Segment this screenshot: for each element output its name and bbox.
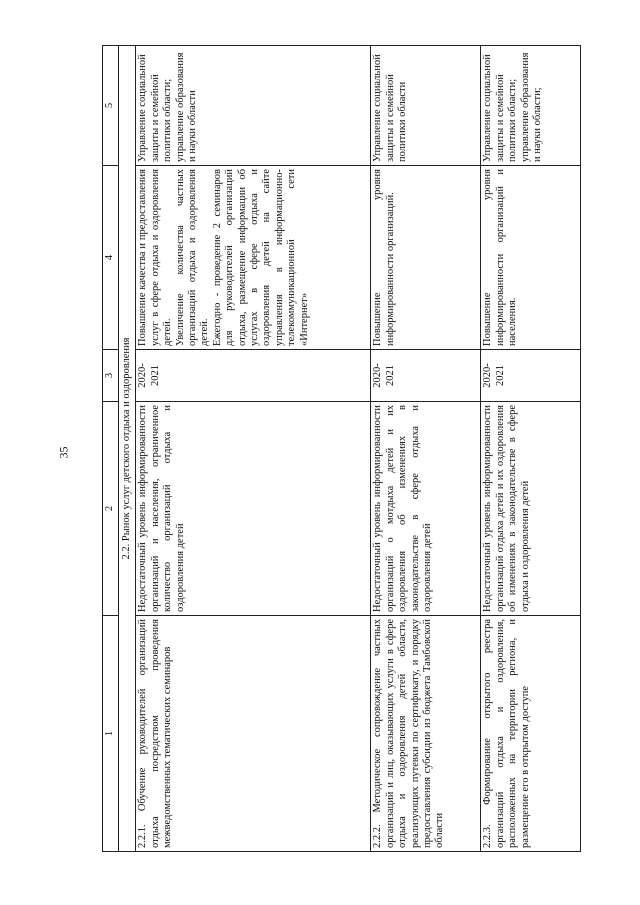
measure-cell: 2.2.1. Обучение руководителей организаций отдыха посредством проведения межведомственных тематических семинаров (136, 616, 371, 852)
header-col-5: 5 (103, 46, 119, 166)
result-cell (136, 166, 371, 350)
table-row (481, 46, 581, 852)
measure-cell: 2.2.3. Формирование открытого реестра организаций отдыха и оздоровления, расположенных на территории региона, и размещение его в открытом доступе (481, 616, 581, 852)
header-col-3: 3 (103, 350, 119, 402)
header-col-2: 2 (103, 402, 119, 616)
table-row (371, 46, 481, 852)
section-title: 2.2. Рынок услуг детского отдыха и оздоровления (119, 46, 136, 852)
result-line: Ежегодно - проведение 2 семинаров для руководителей организаций отдыха, размещение информации об услугах в сфере отдыха и оздоровления детей на сайте управления в информационно-телекоммуникационной сети «Интернет» (211, 169, 310, 346)
result-line: Увеличение количества частных организаций отдыха и оздоровления детей. (174, 169, 211, 346)
problem-cell: Недостаточный уровень информированности организаций отдыха детей и их оздоровления об изменениях в законодательстве в сфере отдыха и оздоровления детей (481, 402, 581, 616)
table-row (136, 46, 371, 852)
problem-cell: Недостаточный уровень информированности организаций о мотдыха детей и их оздоровления об изменениях в законодательстве в сфере отдыха и оздоровления детей (371, 402, 481, 616)
header-col-1: 1 (103, 616, 119, 852)
result-line: Повышение уровня информированности организаций. (372, 169, 396, 346)
measures-table (102, 45, 581, 852)
result-cell (371, 166, 481, 350)
header-row (103, 46, 119, 852)
result-line: Повышение качества и предоставления услуг в сфере отдыха и оздоровления детей. (137, 169, 174, 346)
header-col-4: 4 (103, 166, 119, 350)
section-row (119, 46, 136, 852)
result-line: Повышение уровня информированности организаций и населения. (482, 169, 519, 346)
result-cell (481, 166, 581, 350)
responsible-cell: Управление социальной защиты и семейной политики области; управление образования и науки области; (481, 46, 581, 166)
rotated-table-frame (102, 46, 580, 852)
page-number: 35 (56, 446, 71, 459)
period-cell: 2020-2021 (136, 350, 371, 402)
responsible-cell: Управление социальной защиты и семейной политики области (371, 46, 481, 166)
problem-cell: Недостаточный уровень информированности организаций и населения, ограниченное количество организаций отдыха и оздоровления детей (136, 402, 371, 616)
period-cell: 2020-2021 (481, 350, 581, 402)
period-cell: 2020-2021 (371, 350, 481, 402)
measure-cell: 2.2.2. Методическое сопровождение частных организаций и лиц, оказывающих услуги в сфере отдыха и оздоровления детей области, реализующих путевки по сертификату, и порядку предоставления субсидии из бюджета Тамбовской области (371, 616, 481, 852)
responsible-cell: Управление социальной защиты и семейной политики области; управление образования и науки области (136, 46, 371, 166)
